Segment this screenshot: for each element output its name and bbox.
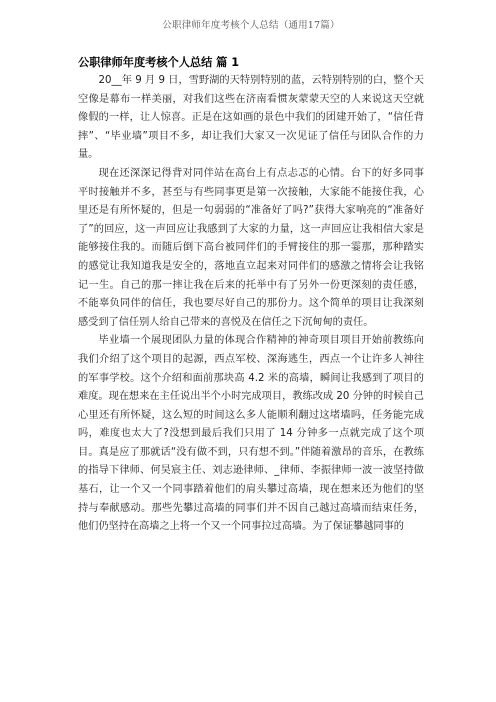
document-header: 公职律师年度考核个人总结（通用17篇） [162, 20, 340, 31]
paragraph-1: 20__年 9 月 9 日，雪野湖的天特别特别的蓝，云特别特别的白，整个天空像是幕布一样美丽，对我们这些在济南看惯灰蒙蒙天空的人来说这天空就像假的一样，让人惊喜。正是在这如画的景色中我们的团建开始了，“信任背摔”、“毕业墙”项目不多，却让我们大家又一次见证了信任与团队合作的力量。 [78, 75, 424, 161]
paragraph-2: 现在还深深记得背对同伴站在高台上有点忐忑的心情。台下的好多同事平时接触并不多，甚至与有些同事更是第一次接触，大家能不能接住我，心里还是有所怀疑的，但是一句弱弱的“准备好了吗?”获得大家响亮的“准备好了”的回应，这一声回应让我感到了大家的力量，这一声回应让我相信大家是能够接住我的。而随后倒下高台被同伴们的手臂接住的那一霎那，那种踏实的感觉让我知道我是安全的，落地直立起来对同伴们的感激之情将会让我铭记一生。自己的那一摔让我在后来的托举中有了另外一份更深刻的责任感，不能辜负同伴的信任，我也要尽好自己的那份力。这个简单的项目让我深刻感受到了信任别人给自己带来的喜悦及在信任之下沉甸甸的责任。 [78, 167, 424, 328]
paragraph-3: 毕业墙一个展现团队力量的体现合作精神的神奇项目项目开始前教练向我们介绍了这个项目的起源，西点军校、深海逃生，西点一个让许多人神往的军事学校。这个介绍和面前那块高 4.2 米的高墙，瞬间让我感到了项目的难度。现在想来在主任说出半个小时完成项目，教练改成 20 分钟的时候自己心里还有所怀疑，这么短的时间这么多人能顺利翻过这堵墙吗，任务能完成吗，难度也太大了?没想到最后我们只用了 14 分钟多一点就完成了这个项目。真是应了那就话“没有做不到，只有想不到。”伴随着激昂的音乐，在教练的指导下律师、何昊宸主任、刘志逊律师、_律师、李振律师一波一波坚持做基石，让一个又一个同事踏着他们的肩头攀过高墙，现在想来还为他们的坚持与奉献感动。那些先攀过高墙的同事们并不因自己越过高墙而结束任务，他们仍坚持在高墙之上将一个又一个同事拉过高墙。为了保证攀越同事的 [78, 335, 424, 533]
section-title: 公职律师年度考核个人总结 篇 1 [78, 56, 240, 69]
